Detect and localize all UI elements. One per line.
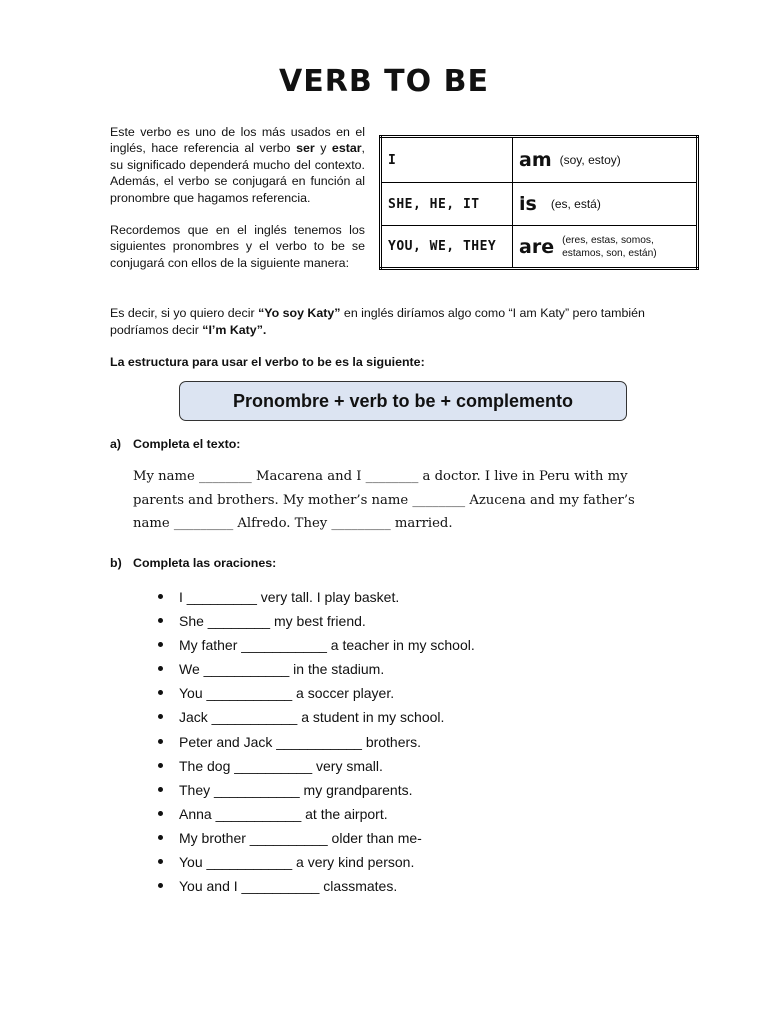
pronoun-cell: I [381, 137, 513, 183]
example-paragraph: Es decir, si yo quiero decir “Yo soy Katy” en inglés diríamos algo como “I am Katy” pero también podríamos decir “I’m Katy”. [110, 306, 645, 337]
translation: (eres, estas, somos, estamos, son, están) [562, 234, 657, 259]
list-item: Jack ___________ a student in my school. [158, 707, 475, 731]
bullet-icon [158, 714, 163, 719]
intro-paragraph-2: Recordemos que en el inglés tenemos los siguientes pronombres y el verbo to be se conjugará con ellos de la siguiente manera: [110, 223, 365, 270]
list-item: We ___________ in the stadium. [158, 659, 475, 683]
list-item: You ___________ a soccer player. [158, 683, 475, 707]
pronoun-cell: SHE, HE, IT [381, 183, 513, 226]
intro-paragraph-1: Este verbo es uno de los más usados en el inglés, hace referencia al verbo ser y estar, su significado dependerá mucho del contexto. Además, el verbo se conjugará en función al pronombre que hagamos referencia. [110, 125, 365, 205]
pronoun-cell: YOU, WE, THEY [381, 226, 513, 269]
verb-cell [513, 226, 698, 269]
bullet-icon [158, 883, 163, 888]
list-item: You ___________ a very kind person. [158, 852, 475, 876]
verb-cell [513, 183, 698, 226]
bullet-icon [158, 835, 163, 840]
bullet-icon [158, 763, 163, 768]
bullet-icon [158, 594, 163, 599]
translation: (es, está) [550, 197, 601, 212]
bullet-icon [158, 690, 163, 695]
verb-form: am [519, 149, 552, 172]
fill-in-story [133, 465, 658, 536]
story-line: My name ________ Macarena and I ________ a doctor. I live in Peru with my [133, 469, 628, 484]
bullet-icon [158, 739, 163, 744]
list-item: My father ___________ a teacher in my school. [158, 635, 475, 659]
bullet-icon [158, 787, 163, 792]
bullet-icon [158, 811, 163, 816]
list-item: They ___________ my grandparents. [158, 780, 475, 804]
translation: (soy, estoy) [559, 153, 621, 168]
conjugation-table [379, 135, 699, 270]
list-item: The dog __________ very small. [158, 756, 475, 780]
bullet-icon [158, 859, 163, 864]
list-item: Peter and Jack ___________ brothers. [158, 732, 475, 756]
verb-form: are [519, 235, 555, 258]
section-a-heading: a) Completa el texto: [110, 437, 241, 451]
story-line: name _________ Alfredo. They _________ married. [133, 516, 453, 531]
bullet-icon [158, 642, 163, 647]
table-row [381, 183, 698, 226]
formula-box: Pronombre + verb to be + complemento [179, 381, 627, 421]
table-row [381, 137, 698, 183]
list-item: Anna ___________ at the airport. [158, 804, 475, 828]
table-row [381, 226, 698, 269]
story-line: parents and brothers. My mother’s name ________ Azucena and my father’s [133, 492, 635, 508]
bullet-icon [158, 618, 163, 623]
section-b-heading: b) Completa las oraciones: [110, 556, 277, 570]
page-title: VERB TO BE [279, 64, 489, 99]
list-item: I _________ very tall. I play basket. [158, 587, 475, 611]
verb-cell [513, 137, 698, 183]
list-item: My brother __________ older than me- [158, 828, 475, 852]
structure-lead: La estructura para usar el verbo to be es la siguiente: [110, 355, 425, 369]
sentence-list [158, 587, 475, 900]
intro-text [110, 124, 365, 287]
verb-form: is [519, 193, 537, 216]
bullet-icon [158, 666, 163, 671]
list-item: You and I __________ classmates. [158, 876, 475, 900]
list-item: She ________ my best friend. [158, 611, 475, 635]
